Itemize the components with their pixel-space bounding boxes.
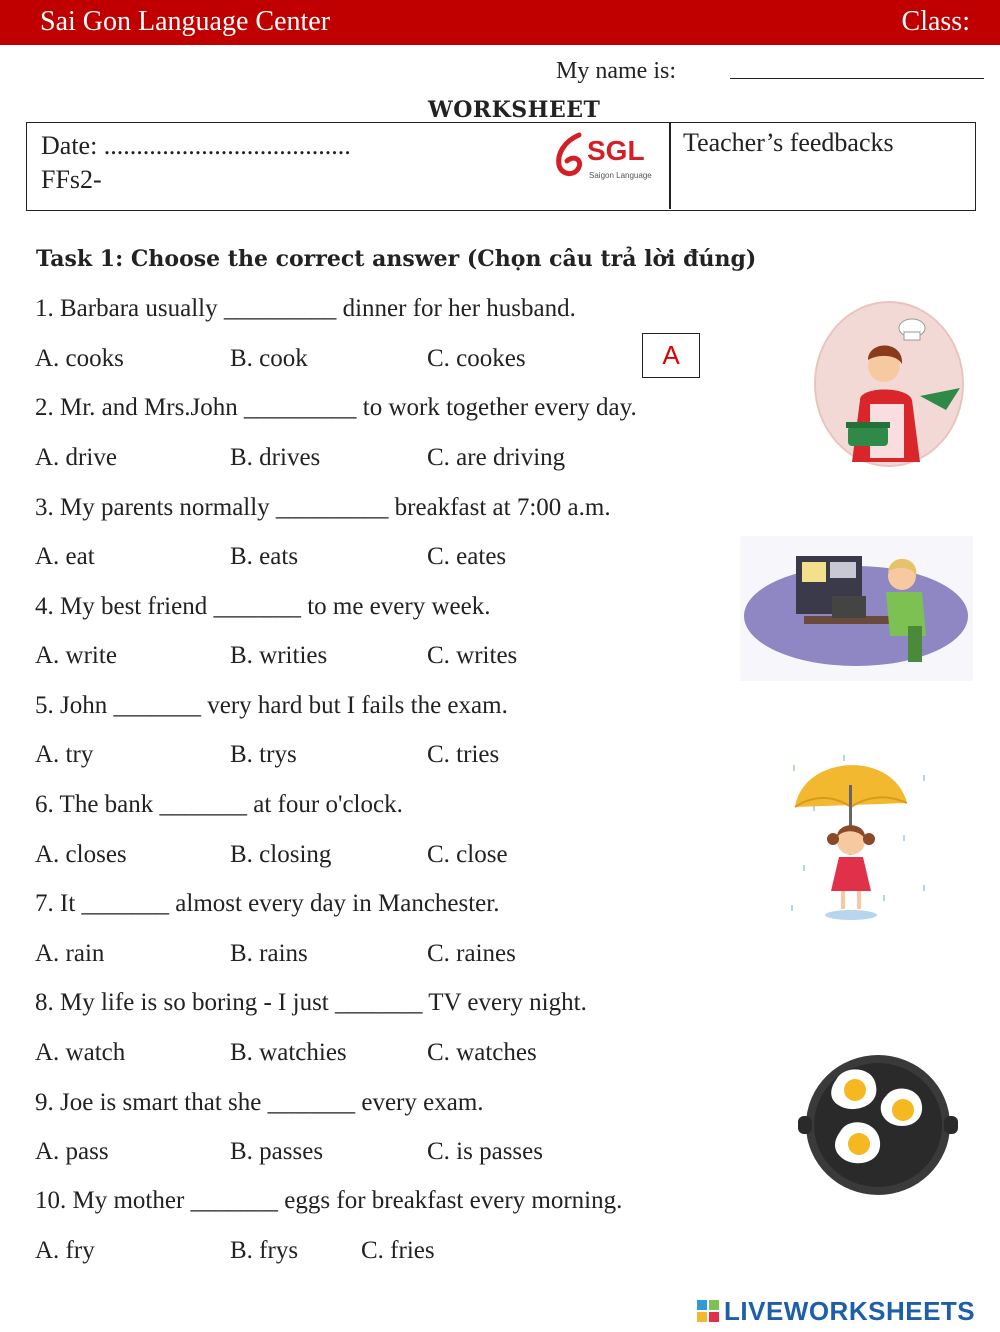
option-10c: C. fries (361, 1237, 435, 1264)
answer-value: A (662, 340, 680, 370)
cooking-woman-illustration (812, 300, 966, 468)
task-title: Task 1: Choose the correct answer (Chọn câu trả lời đúng) (36, 246, 757, 272)
liveworksheets-brand: LIVEWORKSHEETS (724, 1296, 976, 1326)
worksheet-title: WORKSHEET (428, 97, 601, 123)
option-4c: C. writes (427, 642, 518, 669)
option-2c: C. are driving (427, 444, 566, 471)
question-5: 5. John _______ very hard but I fails the exam. (35, 692, 508, 719)
class-label: Class: (901, 6, 970, 37)
name-line (730, 78, 984, 79)
option-3c: C. eates (427, 543, 507, 570)
girl-typing-illustration (740, 536, 973, 681)
info-box (26, 122, 976, 211)
option-6b: B. closing (230, 841, 332, 868)
girl-umbrella-illustration (783, 745, 939, 923)
answer-input-1[interactable] (642, 333, 700, 378)
question-9: 9. Joe is smart that she _______ every exam. (35, 1089, 484, 1116)
logo-text: SGL (587, 135, 645, 166)
question-6: 6. The bank _______ at four o'clock. (35, 791, 403, 818)
option-3a: A. eat (35, 543, 95, 570)
option-9b: B. passes (230, 1138, 324, 1165)
name-label: My name is: (556, 58, 676, 84)
feedback-label: Teacher’s feedbacks (683, 128, 894, 157)
question-8: 8. My life is so boring - I just _______ TV every night. (35, 989, 587, 1016)
option-1c: C. cookes (427, 345, 526, 372)
option-8c: C. watches (427, 1039, 537, 1066)
option-10a: A. fry (35, 1237, 95, 1264)
question-7: 7. It _______ almost every day in Manchester. (35, 890, 500, 917)
option-4b: B. writies (230, 642, 328, 669)
option-3b: B. eats (230, 543, 299, 570)
option-7b: B. rains (230, 940, 308, 967)
worksheet-code: FFs2- (41, 165, 102, 194)
option-7c: C. raines (427, 940, 516, 967)
option-7a: A. rain (35, 940, 105, 967)
sgl-logo (547, 129, 657, 183)
question-3: 3. My parents normally _________ breakfast at 7:00 a.m. (35, 494, 611, 521)
option-1a: A. cooks (35, 345, 124, 372)
info-divider (669, 123, 671, 209)
liveworksheets-logo-icon (697, 1300, 719, 1322)
option-10b: B. frys (230, 1237, 299, 1264)
question-2: 2. Mr. and Mrs.John _________ to work together every day. (35, 394, 637, 421)
option-5b: B. trys (230, 741, 297, 768)
question-10: 10. My mother _______ eggs for breakfast every morning. (35, 1187, 623, 1214)
option-2b: B. drives (230, 444, 321, 471)
option-9c: C. is passes (427, 1138, 543, 1165)
date-label: Date: ...................................... (41, 131, 351, 160)
header-bar (0, 0, 1000, 45)
option-8b: B. watchies (230, 1039, 347, 1066)
option-6a: A. closes (35, 841, 127, 868)
question-1: 1. Barbara usually _________ dinner for her husband. (35, 295, 576, 322)
sgl-logo-icon (549, 131, 589, 181)
fried-eggs-pan-illustration (798, 1050, 958, 1200)
question-4: 4. My best friend _______ to me every week. (35, 593, 491, 620)
option-8a: A. watch (35, 1039, 126, 1066)
center-name: Sai Gon Language Center (40, 6, 331, 37)
option-5c: C. tries (427, 741, 500, 768)
option-1b: B. cook (230, 345, 308, 372)
logo-subtext: Saigon Language (589, 171, 652, 180)
option-9a: A. pass (35, 1138, 109, 1165)
option-5a: A. try (35, 741, 94, 768)
option-2a: A. drive (35, 444, 117, 471)
option-4a: A. write (35, 642, 117, 669)
option-6c: C. close (427, 841, 508, 868)
